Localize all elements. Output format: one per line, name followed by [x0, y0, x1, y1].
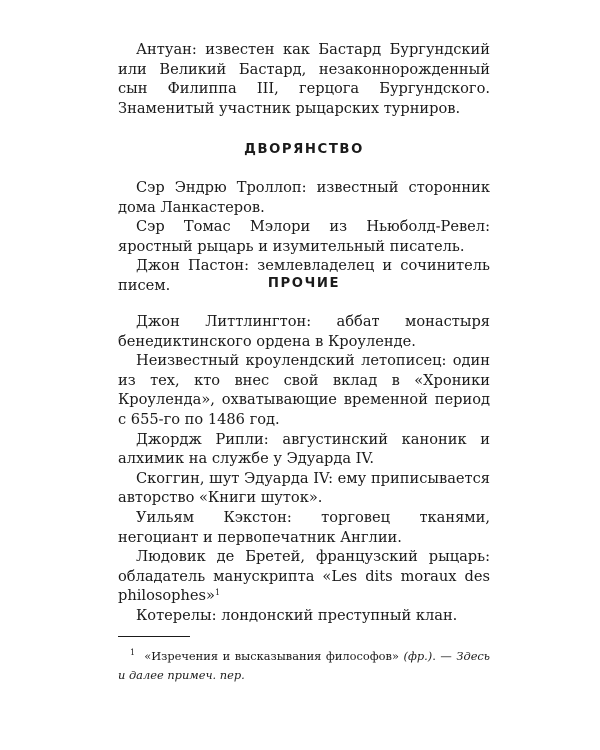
- footnote-reference[interactable]: 1: [214, 588, 221, 598]
- footnote: [118, 647, 490, 685]
- footnote-mark: 1: [130, 648, 136, 657]
- entry-malory: Сэр Томас Мэлори из Ньюболд-Ревел: яростный рыцарь и изумительный писатель.: [118, 218, 490, 255]
- intro-section: [118, 40, 490, 118]
- entry-chronicler: Неизвестный кроулендский летописец: один из тех, кто внес свой вклад в «Хроники Кроуленда», охватывающие временной период с 655-го по 1486 год.: [118, 352, 490, 428]
- entry-bretel-text: Людовик де Бретей, французский рыцарь: обладатель манускрипта «Les dits moraux des philosophes»: [118, 548, 490, 605]
- entry-coterels: Котерелы: лондонский преступный клан.: [136, 606, 458, 624]
- entry-antoine: Антуан: известен как Бастард Бургундский или Великий Бастард, незаконнорожденный сын Филиппа III, герцога Бургундского. Знаменитый участник рыцарских турниров.: [118, 41, 490, 117]
- footnote-divider: [118, 636, 190, 637]
- entry-caxton: Уильям Кэкстон: торговец тканями, негоциант и первопечатник Англии.: [118, 508, 490, 546]
- entry-littlington: Джон Литтлингтон: аббат монастыря бенедиктинского ордена в Кроуленде.: [118, 313, 490, 350]
- others-section: [118, 312, 490, 626]
- entry-paston: Джон Пастон: землевладелец и сочинитель писем.: [118, 257, 490, 294]
- entry-trollope: Сэр Эндрю Троллоп: известный сторонник дома Ланкастеров.: [118, 179, 490, 216]
- entry-ripley: Джордж Рипли: августинский каноник и алхимик на службе у Эдуарда IV.: [118, 430, 490, 468]
- entry-bretel: [118, 547, 490, 606]
- footnote-separator: . —: [432, 649, 452, 663]
- entry-scoggin: Скоггин, шут Эдуарда IV: ему приписывается авторство «Книги шуток».: [118, 469, 490, 507]
- footnote-note: Здесь и далее примеч. пер.: [118, 649, 491, 682]
- footnote-lang: (фр.): [403, 649, 433, 663]
- others-heading: ПРОЧИЕ: [267, 276, 341, 291]
- nobility-heading: ДВОРЯНСТВО: [244, 142, 364, 157]
- footnote-text: «Изречения и высказывания философов»: [144, 649, 399, 663]
